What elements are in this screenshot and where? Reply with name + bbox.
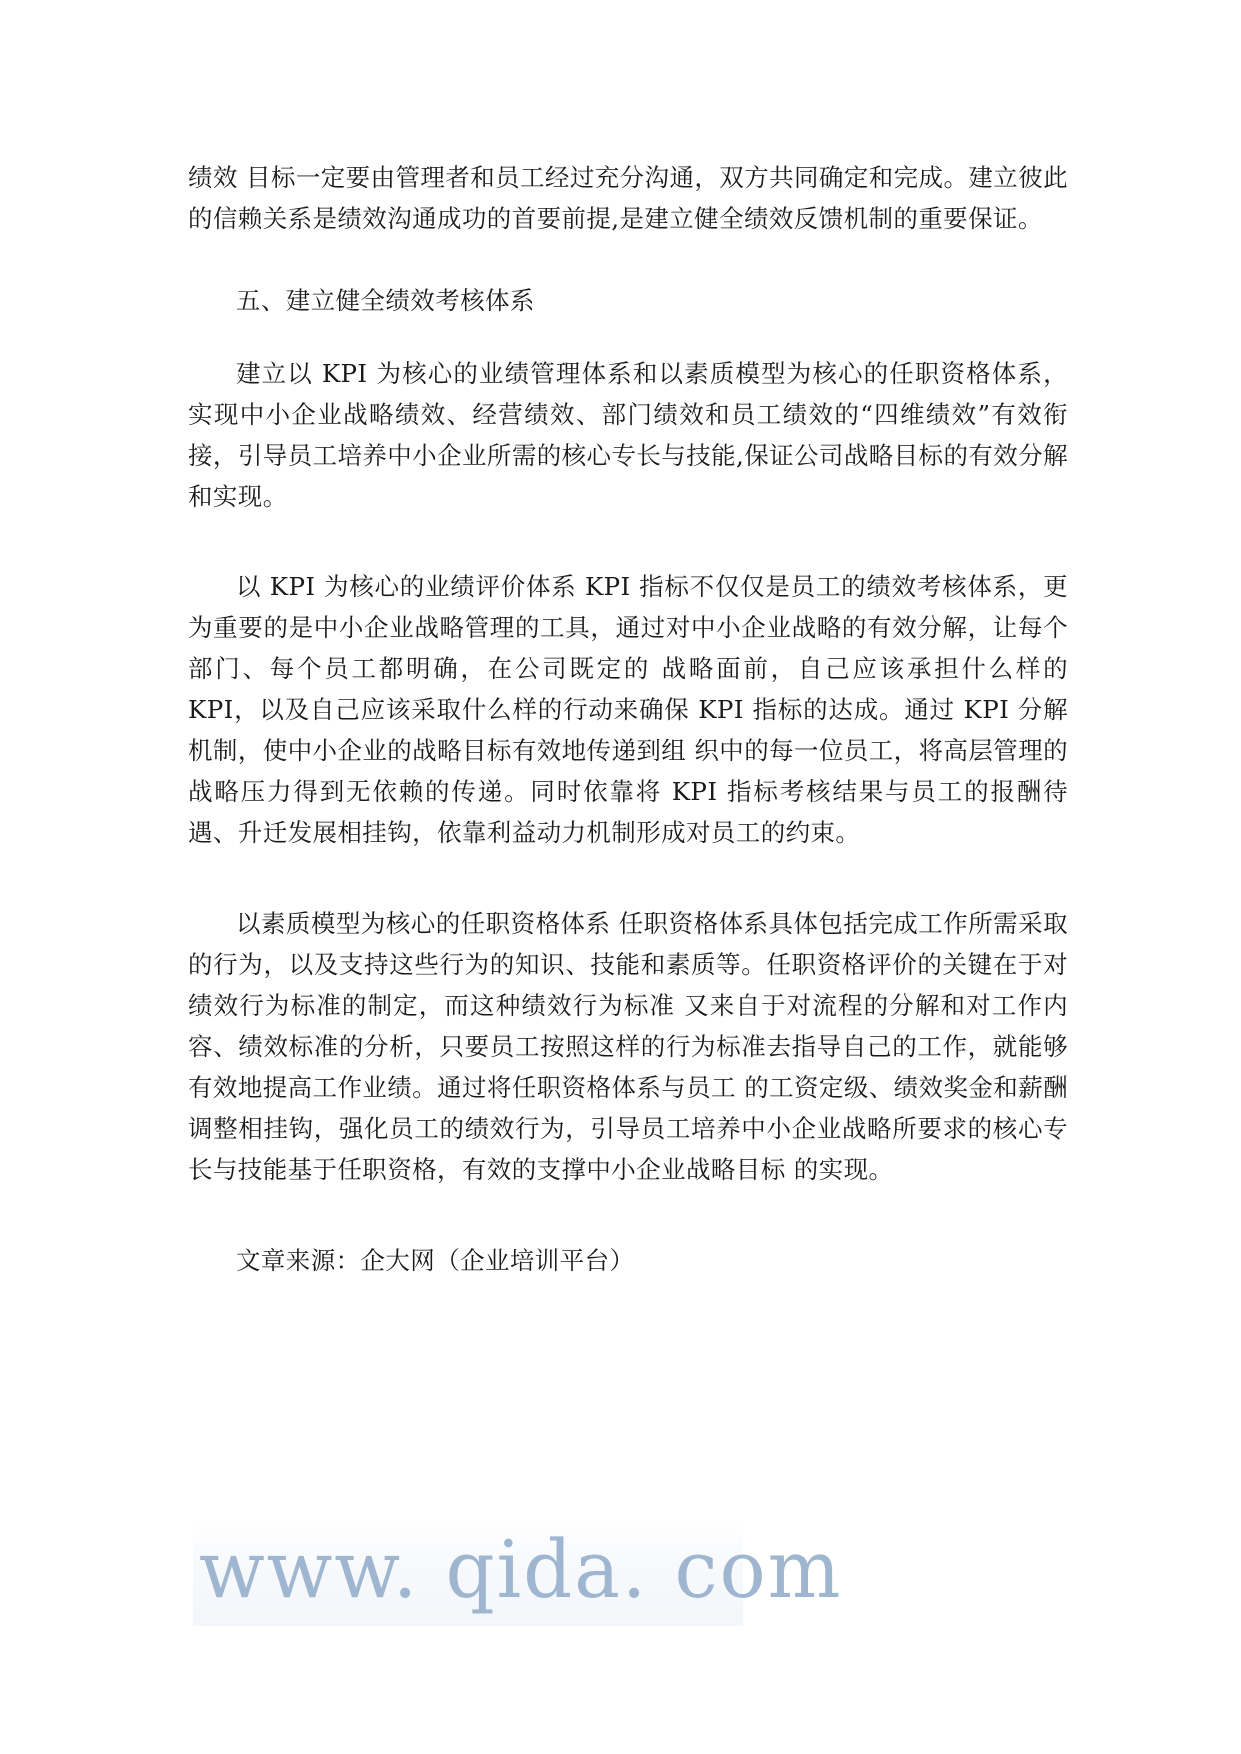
watermark-logo bbox=[193, 1518, 843, 1626]
watermark-text: www. qida. com bbox=[199, 1523, 843, 1616]
paragraph-kpi-evaluation: 以 KPI 为核心的业绩评价体系 KPI 指标不仅仅是员工的绩效考核体系，更为重要的是中小企业战略管理的工具，通过对中小企业战略的有效分解，让每个部门、每个员工都明确，在公司既定的 战略面前，自己应该承担什么样的 KPI，以及自己应该采取什么样的行动来确保 KPI 指标的达成。通过 KPI 分解机制，使中小企业的战略目标有效地传递到组 织中的每一位员工，将高层管理的战略压力得到无依赖的传递。同时依靠将 KPI 指标考核结果与员工的报酬待遇、升迁发展相挂钩，依靠利益动力机制形成对员工的约束。 bbox=[188, 572, 1068, 847]
section-heading-5: 五、建立健全绩效考核体系 bbox=[236, 286, 535, 315]
article-source: 文章来源：企大网（企业培训平台） bbox=[236, 1246, 635, 1275]
paragraph-feedback: 绩效 目标一定要由管理者和员工经过充分沟通，双方共同确定和完成。建立彼此的信赖关系是绩效沟通成功的首要前提,是建立健全绩效反馈机制的重要保证。 bbox=[188, 163, 1068, 233]
paragraph-kpi-system: 建立以 KPI 为核心的业绩管理体系和以素质模型为核心的任职资格体系，实现中小企业战略绩效、经营绩效、部门绩效和员工绩效的“四维绩效”有效衔接，引导员工培养中小企业所需的核心专长与技能,保证公司战略目标的有效分解和实现。 bbox=[188, 359, 1068, 511]
paragraph-qualification-system: 以素质模型为核心的任职资格体系 任职资格体系具体包括完成工作所需采取的行为，以及支持这些行为的知识、技能和素质等。任职资格评价的关键在于对绩效行为标准的制定，而这种绩效行为标准 又来自于对流程的分解和对工作内容、绩效标准的分析，只要员工按照这样的行为标准去指导自己的工作，就能够有效地提高工作业绩。通过将任职资格体系与员工 的工资定级、绩效奖金和薪酬调整相挂钩，强化员工的绩效行为，引导员工培养中小企业战略所要求的核心专长与技能基于任职资格，有效的支撑中小企业战略目标 的实现。 bbox=[188, 909, 1068, 1184]
